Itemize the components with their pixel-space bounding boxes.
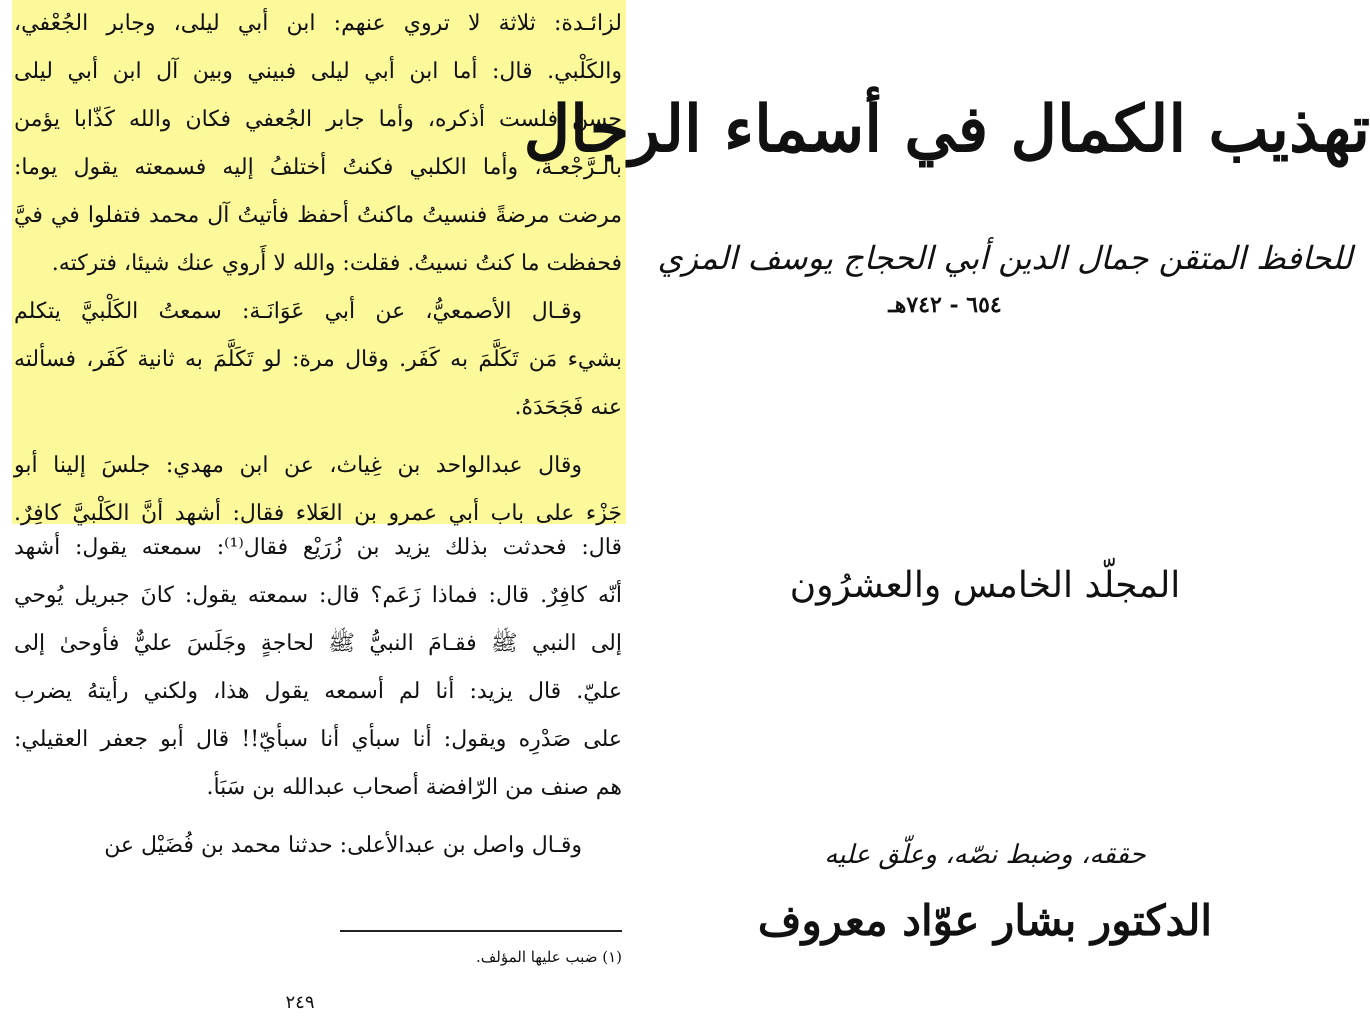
text-line: قال: فحدثت بذلك يزيد بن زُرَيْع فقال⁽¹⁾: سمعته يقول: أشهد — [14, 535, 622, 560]
text-line: عليّ. قال يزيد: أنا لم أسمعه يقول هذا، ولكني رأيتهُ يضرب — [14, 679, 622, 704]
footnote: (١) ضبب عليها المؤلف. — [475, 948, 622, 966]
text-line: على صَدْرِه ويقول: أنا سبأي أنا سبأيّ!! قال أبو جعفر العقيلي: — [14, 727, 622, 752]
text-line: أنّه كافِرٌ. قال: فماذا زَعَم؟ قال: سمعته يقول: كانَ جبريل يُوحي — [14, 583, 622, 608]
text-line: وقـال الأصمعيُّ، عن أبي عَوَانَـة: سمعتُ الكَلْبيَّ يتكلم — [14, 299, 582, 324]
editor-role: حققه، وضبط نصّه، وعلّق عليه — [824, 840, 1146, 870]
text-line: فحفظت ما كنتُ نسيتُ. فقلت: والله لا أَروي عنك شيئا، فتركته. — [51, 251, 622, 276]
text-line: عنه فَجَحَدَهُ. — [514, 395, 622, 420]
dates-line: ٦٥٤ - ٧٤٢هـ — [888, 292, 1002, 318]
text-line: هم صنف من الرّافضة أصحاب عبدالله بن سَبَأ. — [206, 775, 622, 800]
editor-name: الدكتور بشار عوّاد معروف — [757, 896, 1213, 945]
text-line: لزائـدة: ثلاثة لا تروي عنهم: ابن أبي ليلى، وجابر الجُعْفي، — [14, 11, 622, 36]
text-line: إلى النبي ﷺ فقـامَ النبيُّ ﷺ لحاجةٍ وجَلَسَ عليٌّ فأوحىٰ إلى — [14, 631, 622, 656]
text-line: والكَلْبي. قال: أما ابن أبي ليلى فبيني وبين آل ابن أبي ليلى — [14, 59, 622, 84]
text-line: وقال عبدالواحد بن غِياث، عن ابن مهدي: جلسَ إلينا أبو — [14, 453, 582, 478]
book-title: تهذيب الكمال في أسماء الرجال — [523, 92, 1370, 167]
text-line: بشيء مَن تَكَلَّمَ به كَفَر. وقال مرة: لو تَكَلَّمَ به ثانية كَفَر، فسألته — [14, 347, 622, 372]
text-line: حسن فلست أذكره، وأما جابر الجُعفي فكان والله كَذّابا يؤمن — [14, 107, 622, 132]
paragraph-gap — [14, 432, 622, 442]
text-line: بالـرَّجْعـة، وأما الكلبي فكنتُ أختلفُ إليه فسمعته يقول يوما: — [14, 155, 622, 180]
footnote-rule — [340, 930, 622, 932]
body-text-block — [14, 524, 622, 870]
text-line: جَزْء على باب أبي عمرو بن العَلاء فقال: أشهد أنَّ الكَلْبيَّ كافِرٌ. — [14, 501, 622, 526]
volume-line: المجلّد الخامس والعشرُون — [789, 565, 1181, 606]
text-line: وقـال واصل بن عبدالأعلى: حدثنا محمد بن فُضَيْل عن — [104, 833, 582, 858]
author-line: للحافظ المتقن جمال الدين أبي الحجاج يوسف المزي — [657, 239, 1353, 277]
page-number: ٢٤٩ — [285, 992, 315, 1013]
paragraph-gap — [14, 812, 622, 822]
text-line: مرضت مرضةً فنسيتُ ماكنتُ أحفظ فأتيتُ آل محمد فتفلوا في فيَّ — [14, 203, 622, 228]
